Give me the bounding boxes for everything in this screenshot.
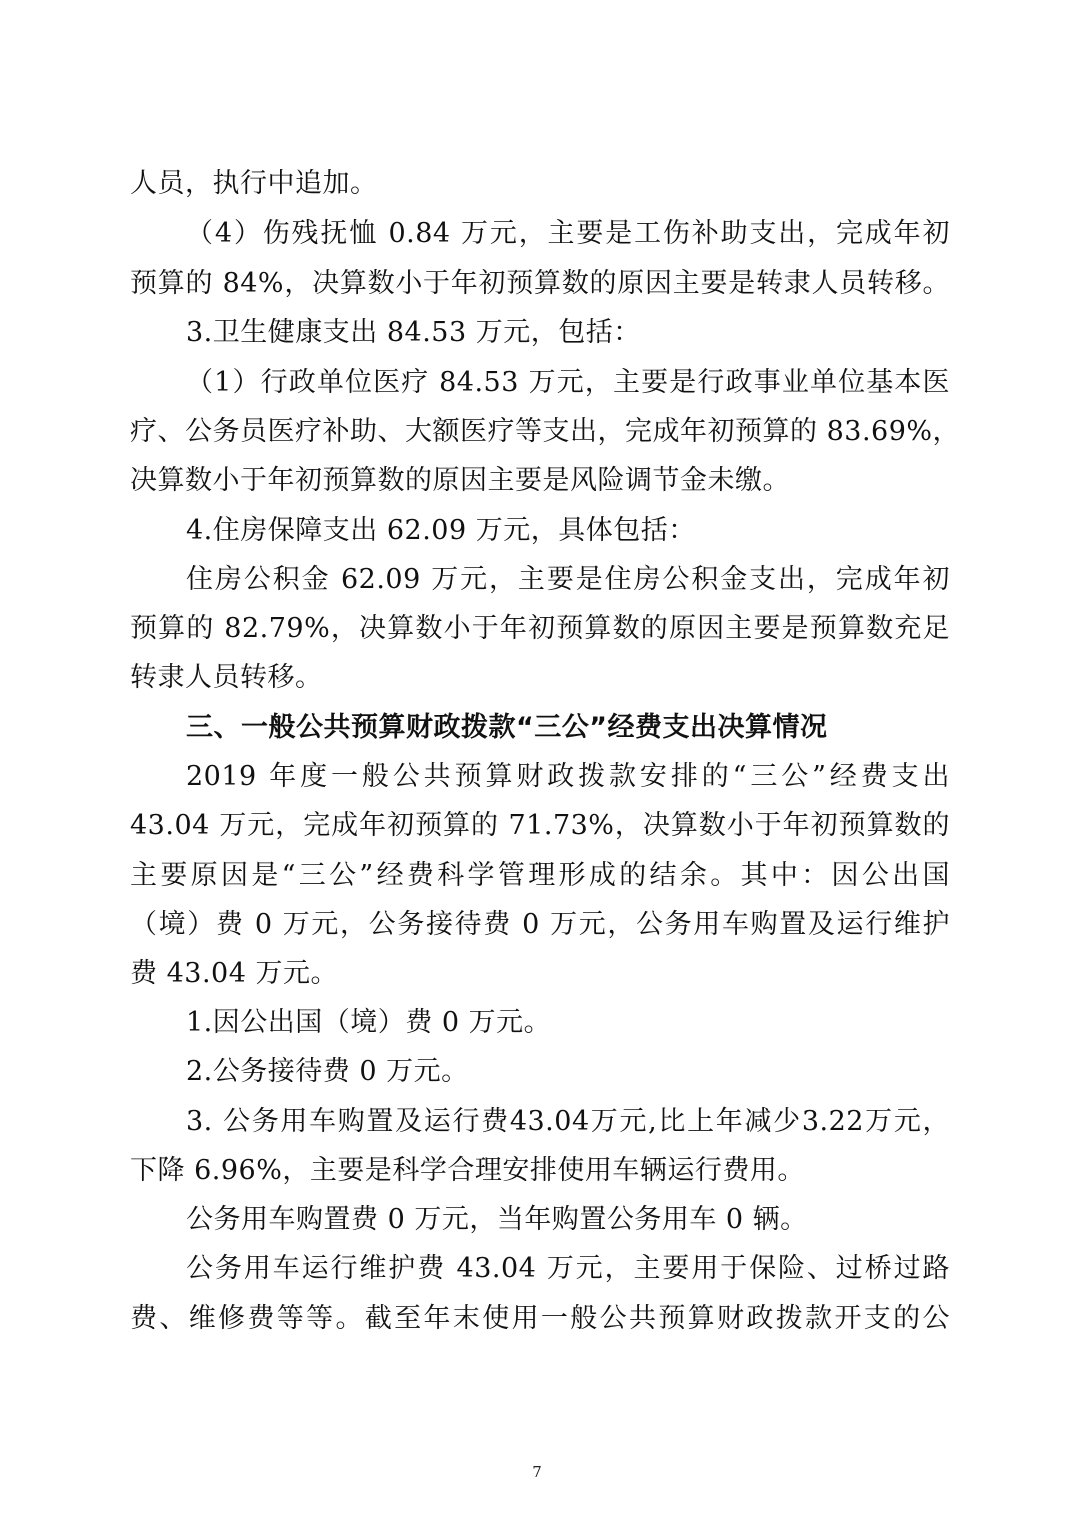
text-line: 主要原因是“三公”经费科学管理形成的结余。其中：因公出国	[130, 860, 950, 891]
text-line: 决算数小于年初预算数的原因主要是风险调节金未缴。	[130, 465, 790, 496]
text-line: 预算的 82.79%，决算数小于年初预算数的原因主要是预算数充足	[130, 613, 950, 644]
text-line: 人员，执行中追加。	[130, 168, 378, 199]
text-line: （1）行政单位医疗 84.53 万元，主要是行政事业单位基本医	[186, 367, 950, 398]
text-line: 费、维修费等等。截至年末使用一般公共预算财政拨款开支的公	[130, 1303, 950, 1334]
text-line: 2019 年度一般公共预算财政拨款安排的“三公”经费支出	[186, 761, 950, 792]
text-line: 3. 公务用车购置及运行费43.04万元,比上年减少3.22万元，	[186, 1106, 950, 1137]
text-line: 3.卫生健康支出 84.53 万元，包括：	[186, 317, 641, 348]
text-line: 转隶人员转移。	[130, 662, 323, 693]
text-line: 公务用车购置费 0 万元，当年购置公务用车 0 辆。	[186, 1204, 808, 1235]
text-line: 下降 6.96%，主要是科学合理安排使用车辆运行费用。	[130, 1155, 805, 1186]
text-line: 1.因公出国（境）费 0 万元。	[186, 1007, 552, 1038]
text-line: （4）伤残抚恤 0.84 万元，主要是工伤补助支出，完成年初	[186, 218, 950, 249]
text-line: 4.住房保障支出 62.09 万元，具体包括：	[186, 515, 696, 546]
text-line: 预算的 84%，决算数小于年初预算数的原因主要是转隶人员转移。	[130, 268, 950, 299]
text-line: 2.公务接待费 0 万元。	[186, 1056, 469, 1087]
text-line: 公务用车运行维护费 43.04 万元，主要用于保险、过桥过路	[186, 1253, 950, 1284]
section-heading: 三、一般公共预算财政拨款“三公”经费支出决算情况	[186, 712, 828, 743]
text-line: 住房公积金 62.09 万元，主要是住房公积金支出，完成年初	[186, 564, 950, 595]
text-line: 43.04 万元，完成年初预算的 71.73%，决算数小于年初预算数的	[130, 810, 950, 841]
page-number: 7	[532, 1463, 542, 1481]
text-line: 费 43.04 万元。	[130, 958, 338, 989]
text-line: 疗、公务员医疗补助、大额医疗等支出，完成年初预算的 83.69%，	[130, 416, 961, 447]
text-line: （境）费 0 万元，公务接待费 0 万元，公务用车购置及运行维护	[130, 909, 950, 940]
